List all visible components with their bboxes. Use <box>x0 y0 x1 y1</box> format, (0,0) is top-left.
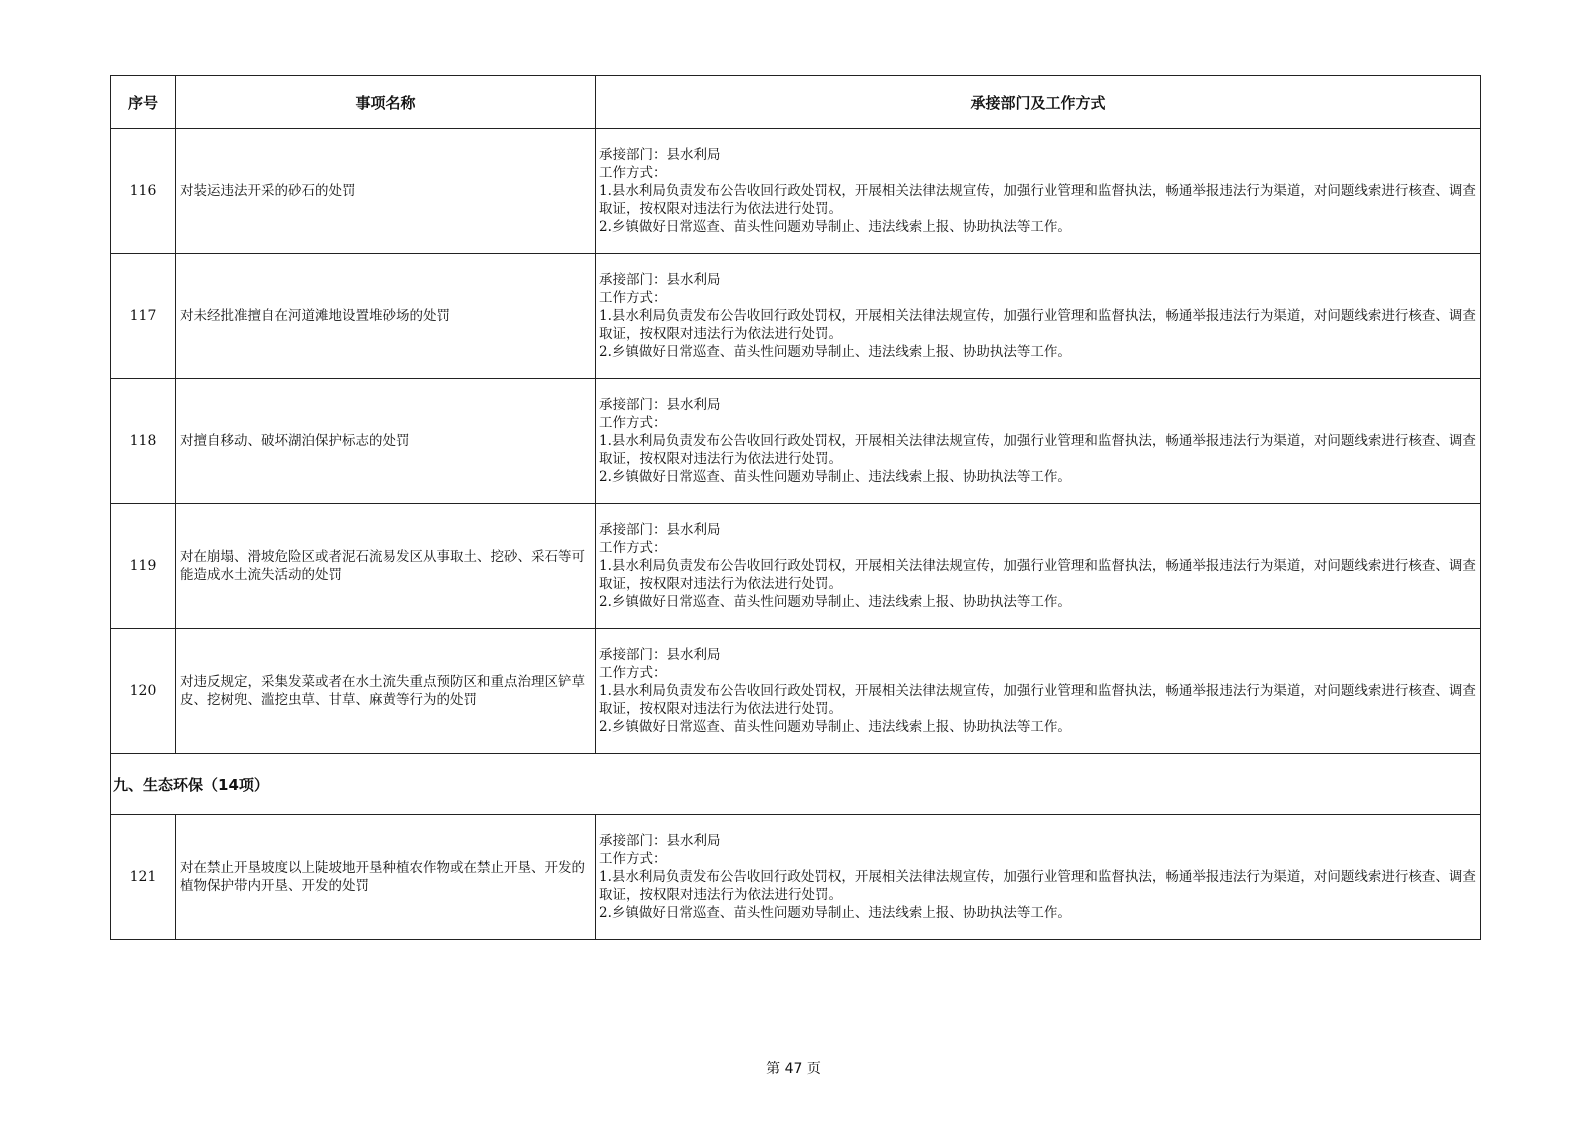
row-dept: 承接部门：县水利局 <box>599 272 721 288</box>
row-method-label: 工作方式： <box>599 851 667 867</box>
matters-table <box>110 75 1481 940</box>
row-matter-name: 对未经批准擅自在河道滩地设置堆砂场的处罚 <box>176 254 596 379</box>
row-method-label: 工作方式： <box>599 415 667 431</box>
row-index: 118 <box>111 379 176 504</box>
row-method-label: 工作方式： <box>599 165 667 181</box>
header-method: 承接部门及工作方式 <box>596 76 1481 129</box>
row-matter-name: 对装运违法开采的砂石的处罚 <box>176 129 596 254</box>
table-row <box>111 504 1481 629</box>
table-row <box>111 629 1481 754</box>
header-index: 序号 <box>111 76 176 129</box>
row-method-2: 2.乡镇做好日常巡查、苗头性问题劝导制止、违法线索上报、协助执法等工作。 <box>599 719 1071 735</box>
section-row <box>111 754 1481 815</box>
row-method-1: 1.县水利局负责发布公告收回行政处罚权，开展相关法律法规宣传，加强行业管理和监督执法，畅通举报违法行为渠道，对问题线索进行核查、调查取证，按权限对违法行为依法进行处罚。 <box>599 308 1476 342</box>
row-method-2: 2.乡镇做好日常巡查、苗头性问题劝导制止、违法线索上报、协助执法等工作。 <box>599 594 1071 610</box>
row-dept: 承接部门：县水利局 <box>599 397 721 413</box>
row-method-2: 2.乡镇做好日常巡查、苗头性问题劝导制止、违法线索上报、协助执法等工作。 <box>599 469 1071 485</box>
row-method-label: 工作方式： <box>599 290 667 306</box>
row-index: 121 <box>111 815 176 940</box>
row-method <box>596 815 1481 940</box>
row-matter-name: 对在禁止开垦坡度以上陡坡地开垦种植农作物或在禁止开垦、开发的植物保护带内开垦、开发的处罚 <box>176 815 596 940</box>
row-method-label: 工作方式： <box>599 665 667 681</box>
section-title: 九、生态环保（14项） <box>111 754 1481 815</box>
table-row <box>111 254 1481 379</box>
table-row <box>111 379 1481 504</box>
row-method-2: 2.乡镇做好日常巡查、苗头性问题劝导制止、违法线索上报、协助执法等工作。 <box>599 344 1071 360</box>
row-method-1: 1.县水利局负责发布公告收回行政处罚权，开展相关法律法规宣传，加强行业管理和监督执法，畅通举报违法行为渠道，对问题线索进行核查、调查取证，按权限对违法行为依法进行处罚。 <box>599 433 1476 467</box>
table-body-after-section <box>111 815 1481 940</box>
row-method <box>596 254 1481 379</box>
row-dept: 承接部门：县水利局 <box>599 833 721 849</box>
row-method-label: 工作方式： <box>599 540 667 556</box>
row-dept: 承接部门：县水利局 <box>599 522 721 538</box>
table-header-row <box>111 76 1481 129</box>
row-matter-name: 对在崩塌、滑坡危险区或者泥石流易发区从事取土、挖砂、采石等可能造成水土流失活动的处罚 <box>176 504 596 629</box>
row-method <box>596 129 1481 254</box>
row-index: 119 <box>111 504 176 629</box>
row-method-2: 2.乡镇做好日常巡查、苗头性问题劝导制止、违法线索上报、协助执法等工作。 <box>599 905 1071 921</box>
row-method <box>596 504 1481 629</box>
row-index: 116 <box>111 129 176 254</box>
row-method-2: 2.乡镇做好日常巡查、苗头性问题劝导制止、违法线索上报、协助执法等工作。 <box>599 219 1071 235</box>
row-matter-name: 对违反规定，采集发菜或者在水土流失重点预防区和重点治理区铲草皮、挖树兜、滥挖虫草、甘草、麻黄等行为的处罚 <box>176 629 596 754</box>
row-method-1: 1.县水利局负责发布公告收回行政处罚权，开展相关法律法规宣传，加强行业管理和监督执法，畅通举报违法行为渠道，对问题线索进行核查、调查取证，按权限对违法行为依法进行处罚。 <box>599 183 1476 217</box>
row-dept: 承接部门：县水利局 <box>599 147 721 163</box>
row-method-1: 1.县水利局负责发布公告收回行政处罚权，开展相关法律法规宣传，加强行业管理和监督执法，畅通举报违法行为渠道，对问题线索进行核查、调查取证，按权限对违法行为依法进行处罚。 <box>599 558 1476 592</box>
row-method <box>596 629 1481 754</box>
section-body <box>111 754 1481 815</box>
page-number: 第 47 页 <box>766 1061 821 1077</box>
table-row <box>111 129 1481 254</box>
row-index: 120 <box>111 629 176 754</box>
table-body-before-section <box>111 129 1481 754</box>
row-method <box>596 379 1481 504</box>
row-dept: 承接部门：县水利局 <box>599 647 721 663</box>
table-row <box>111 815 1481 940</box>
row-method-1: 1.县水利局负责发布公告收回行政处罚权，开展相关法律法规宣传，加强行业管理和监督执法，畅通举报违法行为渠道，对问题线索进行核查、调查取证，按权限对违法行为依法进行处罚。 <box>599 683 1476 717</box>
row-matter-name: 对擅自移动、破坏湖泊保护标志的处罚 <box>176 379 596 504</box>
row-index: 117 <box>111 254 176 379</box>
header-name: 事项名称 <box>176 76 596 129</box>
row-method-1: 1.县水利局负责发布公告收回行政处罚权，开展相关法律法规宣传，加强行业管理和监督执法，畅通举报违法行为渠道，对问题线索进行核查、调查取证，按权限对违法行为依法进行处罚。 <box>599 869 1476 903</box>
